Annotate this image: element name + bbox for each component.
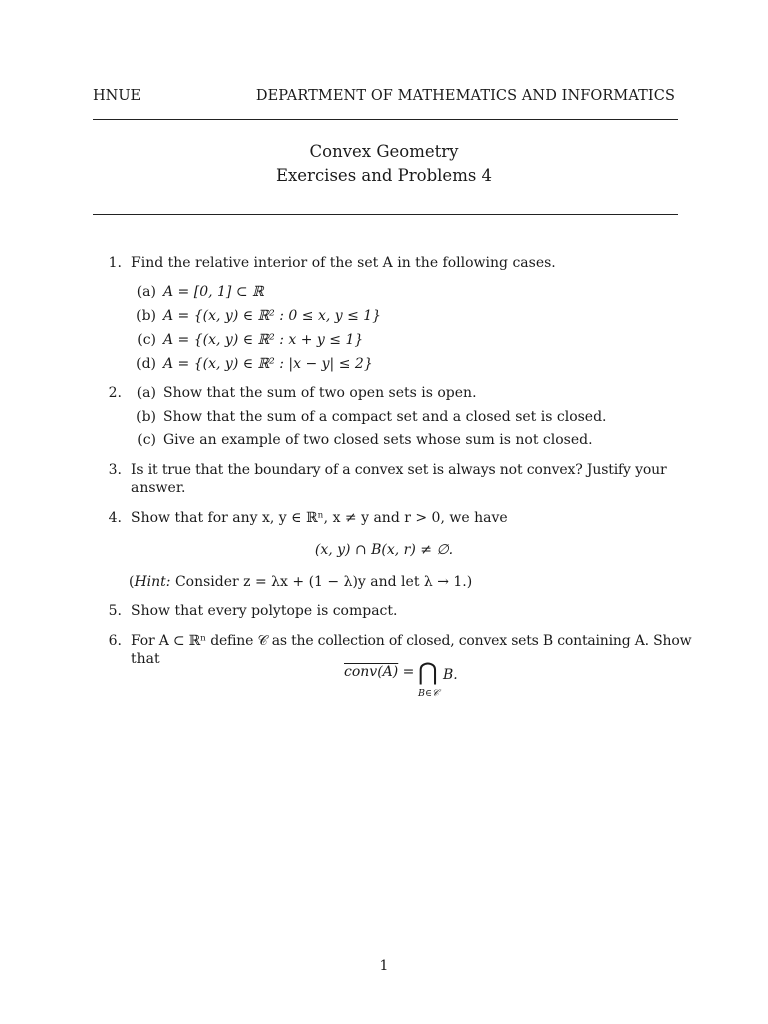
- document-subtitle: Exercises and Problems 4: [275, 166, 493, 185]
- problem-6-number: 6.: [108, 633, 122, 649]
- problem-6-formula-lhs: [344, 664, 414, 680]
- problem-1-text: Find the relative interior of the set A in the following cases.: [131, 255, 556, 271]
- problem-6-text-line1: For A ⊂ ℝⁿ define 𝒞 as the collection of closed, convex sets B containing A. Show: [131, 633, 692, 649]
- problem-5-text: Show that every polytope is compact.: [131, 603, 398, 619]
- formula-equals: =: [398, 664, 415, 680]
- problem-2c-label: (c): [137, 432, 156, 448]
- hint-open-paren: (: [129, 574, 135, 590]
- problem-2b-text: Show that the sum of a compact set and a closed set is closed.: [163, 409, 607, 425]
- conv-closure: conv(A): [344, 664, 399, 680]
- problem-5-number: 5.: [108, 603, 122, 619]
- page-number: 1: [379, 958, 389, 974]
- problem-1a-label: (a): [136, 284, 156, 300]
- hint-text: Consider z = λx + (1 − λ)y and let λ → 1.): [174, 574, 473, 590]
- problem-1d-text: A = {(x, y) ∈ ℝ² : |x − y| ≤ 2}: [163, 356, 373, 372]
- problem-4-hint: [129, 573, 472, 591]
- problem-2b-label: (b): [136, 409, 156, 425]
- problem-4-number: 4.: [108, 510, 122, 526]
- problem-2a-label: (a): [136, 385, 156, 401]
- problem-3-text-line1: Is it true that the boundary of a convex set is always not convex? Justify your: [131, 462, 667, 478]
- problem-2-number: 2.: [108, 385, 122, 401]
- document-title: Convex Geometry: [309, 142, 459, 161]
- problem-1c-text: A = {(x, y) ∈ ℝ² : x + y ≤ 1}: [163, 332, 364, 348]
- problem-1b-label: (b): [136, 308, 156, 324]
- problem-2c-text: Give an example of two closed sets whose sum is not closed.: [163, 432, 593, 448]
- header-department: DEPARTMENT OF MATHEMATICS AND INFORMATICS: [255, 88, 675, 104]
- intersection-subscript: B∈𝒞: [418, 688, 439, 699]
- problem-3-text-line2: answer.: [131, 480, 186, 496]
- big-intersection-symbol: ⋂: [418, 658, 438, 686]
- problem-1b-text: A = {(x, y) ∈ ℝ² : 0 ≤ x, y ≤ 1}: [163, 308, 382, 324]
- problem-4-display-formula: (x, y) ∩ B(x, r) ≠ ∅.: [314, 542, 454, 558]
- header-rule: [93, 119, 678, 120]
- problem-1-number: 1.: [108, 255, 122, 271]
- hint-label: Hint:: [134, 574, 171, 590]
- problem-1c-label: (c): [137, 332, 156, 348]
- title-rule: [93, 214, 678, 215]
- problem-1a-text: A = [0, 1] ⊂ ℝ: [163, 284, 264, 300]
- header-institution: HNUE: [93, 88, 142, 104]
- problem-4-text: Show that for any x, y ∈ ℝⁿ, x ≠ y and r > 0, we have: [131, 510, 508, 526]
- problem-6-text-line2: that: [131, 651, 160, 667]
- problem-2a-text: Show that the sum of two open sets is open.: [163, 385, 477, 401]
- problem-3-number: 3.: [108, 462, 122, 478]
- problem-1d-label: (d): [136, 356, 156, 372]
- problem-6-formula-rhs: B.: [443, 667, 458, 683]
